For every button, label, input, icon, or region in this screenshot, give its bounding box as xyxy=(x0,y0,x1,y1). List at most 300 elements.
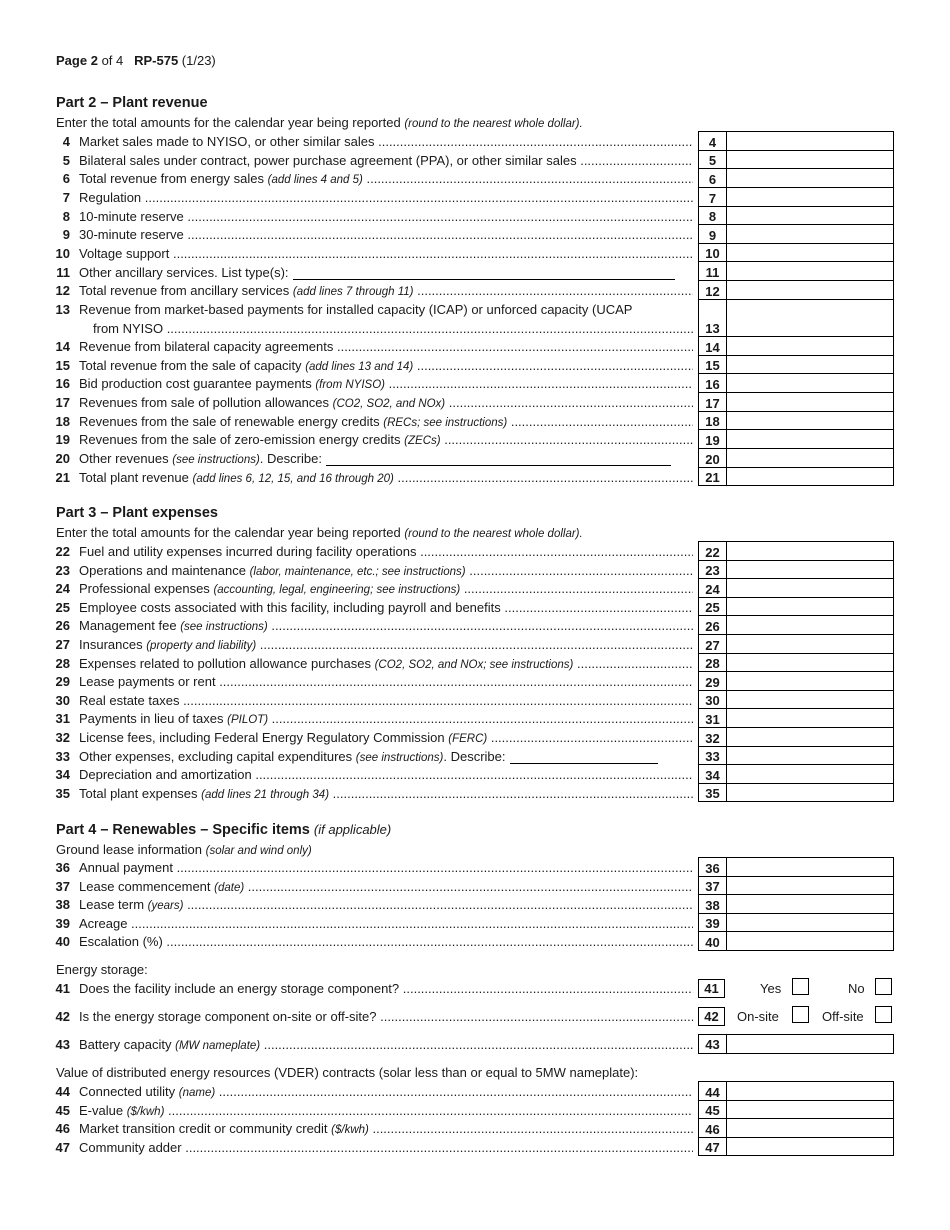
line-4-text: Market sales made to NYISO, or other similar sales xyxy=(79,134,375,149)
line-14-number: 14 xyxy=(55,339,70,355)
line-22-text: Fuel and utility expenses incurred during facility operations xyxy=(79,544,417,559)
line-21-note: (add lines 6, 12, 15, and 16 through 20) xyxy=(192,472,394,485)
line-46-box: 46 xyxy=(699,1119,727,1138)
page-header xyxy=(56,53,216,68)
line-5-amount-field[interactable] xyxy=(727,150,894,169)
line-38-text: Lease term xyxy=(79,897,145,913)
line-39-row xyxy=(699,913,894,932)
line-23-number: 23 xyxy=(55,562,70,578)
line-8-box: 8 xyxy=(699,206,727,225)
line-22-box: 22 xyxy=(699,542,727,561)
line-18-number: 18 xyxy=(55,413,70,429)
line-31-box: 31 xyxy=(699,709,727,728)
line-33-number: 33 xyxy=(55,748,70,764)
line-40-row xyxy=(699,932,894,951)
line-4-row xyxy=(699,132,894,151)
ground-lease-heading xyxy=(56,842,312,857)
line-40-box: 40 xyxy=(699,932,727,951)
line-47-text: Community adder xyxy=(79,1139,182,1155)
line-17-amount-field[interactable] xyxy=(727,392,894,411)
line-17-note: (CO2, SO2, and NOx) xyxy=(332,398,446,411)
line-29-amount-field[interactable] xyxy=(727,672,894,691)
line-26-description xyxy=(79,618,693,633)
line-12-description xyxy=(79,283,693,298)
line-7-number: 7 xyxy=(62,189,70,205)
line-11-type-field[interactable] xyxy=(293,266,675,280)
line-36-amount-field[interactable] xyxy=(727,858,894,877)
line-12-text: Total revenue from ancillary services xyxy=(79,283,290,299)
line-39-text: Acreage xyxy=(79,915,128,931)
line-22-row xyxy=(699,542,894,561)
line-28-text: Expenses related to pollution allowance purchases xyxy=(79,655,371,671)
line-23-amount-field[interactable] xyxy=(727,560,894,579)
line-35-number: 35 xyxy=(55,785,70,801)
line-21-text: Total plant revenue xyxy=(79,469,189,485)
line-45-note: ($/kwh) xyxy=(126,1105,165,1118)
yes-checkbox[interactable] xyxy=(792,978,809,995)
line-29-text: Lease payments or rent xyxy=(79,674,216,690)
line-33-describe-field[interactable] xyxy=(510,750,658,764)
line-8-number: 8 xyxy=(62,208,70,224)
vder-table xyxy=(698,1081,894,1156)
line-28-number: 28 xyxy=(55,655,70,671)
line-16-note: (from NYISO) xyxy=(315,379,385,392)
line-16-number: 16 xyxy=(55,376,70,392)
line-20-box: 20 xyxy=(699,448,727,467)
line-25-description xyxy=(79,600,693,615)
line-21-description xyxy=(79,470,693,485)
line-7-box: 7 xyxy=(699,187,727,206)
line-13-box: 13 xyxy=(699,299,727,336)
line-5-box: 5 xyxy=(699,150,727,169)
line-33-text: Other expenses, excluding capital expenditures xyxy=(79,748,353,764)
line-47-amount-field[interactable] xyxy=(727,1137,894,1156)
line-29-description xyxy=(79,674,693,689)
line-17-text: Revenues from sale of pollution allowances xyxy=(79,395,330,411)
line-10-box: 10 xyxy=(699,243,727,262)
line-16-text: Bid production cost guarantee payments xyxy=(79,376,312,392)
line-38-row xyxy=(699,895,894,914)
part2-instruction-note: (round to the nearest whole dollar). xyxy=(404,118,583,130)
part2-instruction xyxy=(56,115,583,130)
line-9-amount-field[interactable] xyxy=(727,225,894,244)
line-32-row xyxy=(699,727,894,746)
line-36-box: 36 xyxy=(699,858,727,877)
line-41-number: 41 xyxy=(55,981,70,996)
line-39-description xyxy=(79,916,693,931)
line-27-note: (property and liability) xyxy=(146,640,257,652)
line-19-row xyxy=(699,430,894,449)
line-28-box: 28 xyxy=(699,653,727,672)
line-38-note: (years) xyxy=(147,900,184,913)
line-20-number: 20 xyxy=(55,451,70,467)
line-31-number: 31 xyxy=(55,711,70,727)
line-19-description xyxy=(79,432,693,447)
line-26-number: 26 xyxy=(55,618,70,634)
line-26-amount-field[interactable] xyxy=(727,616,894,635)
line-13-text-cont: from NYISO ..... xyxy=(93,321,693,336)
line-33-amount-field[interactable] xyxy=(727,746,894,765)
line-40-text: Escalation (%) xyxy=(79,934,163,950)
line-41-description xyxy=(79,981,693,996)
part4-title xyxy=(56,822,391,838)
part3-title: Part 3 – Plant expenses xyxy=(56,505,218,521)
line-10-amount-field[interactable] xyxy=(727,243,894,262)
line-46-number: 46 xyxy=(55,1121,70,1137)
line-7-amount-field[interactable] xyxy=(727,187,894,206)
line-11-box: 11 xyxy=(699,262,727,281)
line-18-box: 18 xyxy=(699,411,727,430)
line-32-box: 32 xyxy=(699,727,727,746)
line-18-note: (RECs; see instructions) xyxy=(383,416,508,429)
line-21-amount-field[interactable] xyxy=(727,467,894,486)
line-11-number: 11 xyxy=(56,264,70,280)
line-36-row xyxy=(699,858,894,877)
line-20-text: Other revenues xyxy=(79,451,169,467)
page-number: 2 xyxy=(90,53,98,68)
line-43-box: 43 xyxy=(699,1035,727,1054)
vder-heading: Value of distributed energy resources (VDER) contracts (solar less than or equal to 5MW nameplate): xyxy=(56,1065,639,1080)
line-37-row xyxy=(699,876,894,895)
line-25-amount-field[interactable] xyxy=(727,597,894,616)
line-34-number: 34 xyxy=(55,767,70,783)
line-29-box: 29 xyxy=(699,672,727,691)
line-32-amount-field[interactable] xyxy=(727,727,894,746)
line-12-note: (add lines 7 through 11) xyxy=(292,286,414,299)
onsite-checkbox[interactable] xyxy=(792,1006,809,1023)
line-25-box: 25 xyxy=(699,597,727,616)
line-17-box: 17 xyxy=(699,392,727,411)
line-33-text-after: . Describe: xyxy=(443,748,506,764)
line-39-amount-field[interactable] xyxy=(727,913,894,932)
line-43-text: Battery capacity xyxy=(79,1037,172,1052)
offsite-checkbox[interactable] xyxy=(875,1006,892,1023)
line-20-amount-field[interactable] xyxy=(727,448,894,467)
line-47-description xyxy=(79,1140,693,1155)
line-34-text: Depreciation and amortization xyxy=(79,767,252,783)
line-12-amount-field[interactable] xyxy=(727,281,894,300)
part3-instruction-note: (round to the nearest whole dollar). xyxy=(404,528,583,540)
line-15-amount-field[interactable] xyxy=(727,355,894,374)
line-5-row xyxy=(699,150,894,169)
line-19-number: 19 xyxy=(55,432,70,448)
line-46-description xyxy=(79,1121,693,1136)
line-30-text: Real estate taxes xyxy=(79,692,180,708)
ground-lease-note: (solar and wind only) xyxy=(205,845,312,857)
line-21-row xyxy=(699,467,894,486)
line-19-amount-field[interactable] xyxy=(727,430,894,449)
line-20-text-after: . Describe: xyxy=(259,451,322,467)
line-16-amount-field[interactable] xyxy=(727,374,894,393)
line-36-text: Annual payment xyxy=(79,860,173,875)
line-22-number: 22 xyxy=(55,544,70,559)
line-15-note: (add lines 13 and 14) xyxy=(305,360,414,373)
line-21-number: 21 xyxy=(55,469,70,485)
line-38-amount-field[interactable] xyxy=(727,895,894,914)
line-36-number: 36 xyxy=(55,860,70,875)
line-43-table xyxy=(698,1034,894,1054)
line-45-description xyxy=(79,1103,693,1118)
line-4-box: 4 xyxy=(699,132,727,151)
line-37-number: 37 xyxy=(55,878,70,894)
line-38-description xyxy=(79,897,693,912)
line-29-number: 29 xyxy=(55,674,70,690)
ground-lease-heading-text: Ground lease information xyxy=(56,842,202,857)
line-44-row xyxy=(699,1082,894,1101)
line-45-row xyxy=(699,1100,894,1119)
line-35-note: (add lines 21 through 34) xyxy=(201,788,330,801)
line-41-box: 41 xyxy=(698,979,725,998)
line-23-row xyxy=(699,560,894,579)
line-42-box: 42 xyxy=(698,1007,725,1026)
page-total: of 4 xyxy=(101,53,124,68)
part4-title-text: Part 4 – Renewables – Specific items xyxy=(56,822,310,838)
form-id: RP-575 xyxy=(134,53,179,68)
line-44-amount-field[interactable] xyxy=(727,1082,894,1101)
line-7-row xyxy=(699,187,894,206)
line-37-amount-field[interactable] xyxy=(727,876,894,895)
offsite-label: Off-site xyxy=(822,1009,864,1024)
line-44-text: Connected utility xyxy=(79,1084,176,1099)
line-14-description xyxy=(79,339,693,354)
line-25-row xyxy=(699,597,894,616)
line-23-note: (labor, maintenance, etc.; see instructions) xyxy=(249,565,466,578)
line-16-box: 16 xyxy=(699,374,727,393)
line-18-description xyxy=(79,414,693,429)
line-6-note: (add lines 4 and 5) xyxy=(267,174,363,187)
line-23-description xyxy=(79,563,693,578)
line-11-text: Other ancillary services. List type(s): xyxy=(79,264,289,280)
line-16-row xyxy=(699,374,894,393)
part4-title-note: (if applicable) xyxy=(313,822,392,837)
onsite-label: On-site xyxy=(737,1009,779,1024)
line-37-note: (date) xyxy=(214,881,245,894)
line-24-number: 24 xyxy=(55,581,70,597)
line-15-number: 15 xyxy=(55,357,70,373)
line-9-row xyxy=(699,225,894,244)
line-21-box: 21 xyxy=(699,467,727,486)
part2-amount-table xyxy=(698,131,894,486)
part2-instruction-text: Enter the total amounts for the calendar year being reported xyxy=(56,115,401,130)
line-20-describe-field[interactable] xyxy=(326,452,671,466)
line-38-box: 38 xyxy=(699,895,727,914)
line-4-amount-field[interactable] xyxy=(727,132,894,151)
line-43-note: (MW nameplate) xyxy=(175,1040,261,1052)
line-24-text: Professional expenses xyxy=(79,581,210,597)
line-27-description xyxy=(79,637,693,652)
line-19-text: Revenues from the sale of zero-emission energy credits xyxy=(79,432,401,448)
line-35-box: 35 xyxy=(699,783,727,802)
line-45-amount-field[interactable] xyxy=(727,1100,894,1119)
line-14-text: Revenue from bilateral capacity agreements xyxy=(79,339,334,355)
line-27-row xyxy=(699,634,894,653)
line-23-text: Operations and maintenance xyxy=(79,562,246,578)
line-17-description xyxy=(79,395,693,410)
line-8-text: 10-minute reserve xyxy=(79,208,184,224)
line-35-amount-field[interactable] xyxy=(727,783,894,802)
line-45-number: 45 xyxy=(55,1102,70,1118)
line-27-box: 27 xyxy=(699,634,727,653)
line-44-number: 44 xyxy=(55,1084,70,1099)
line-40-number: 40 xyxy=(55,934,70,950)
line-10-description xyxy=(79,246,693,261)
line-5-number: 5 xyxy=(62,152,70,168)
line-25-number: 25 xyxy=(55,599,70,615)
no-label: No xyxy=(848,981,865,996)
line-15-row xyxy=(699,355,894,374)
line-20-row xyxy=(699,448,894,467)
line-15-description xyxy=(79,358,693,373)
line-20-note: (see instructions) xyxy=(172,454,260,467)
line-11-row xyxy=(699,262,894,281)
line-34-row xyxy=(699,765,894,784)
line-9-description xyxy=(79,227,693,242)
line-30-amount-field[interactable] xyxy=(727,690,894,709)
line-32-text: License fees, including Federal Energy Regulatory Commission xyxy=(79,730,445,745)
line-12-box: 12 xyxy=(699,281,727,300)
line-19-box: 19 xyxy=(699,430,727,449)
line-6-text: Total revenue from energy sales xyxy=(79,171,264,187)
line-32-description xyxy=(79,730,693,745)
line-24-box: 24 xyxy=(699,579,727,598)
line-27-number: 27 xyxy=(55,637,70,652)
line-28-amount-field[interactable] xyxy=(727,653,894,672)
line-35-text: Total plant expenses xyxy=(79,785,198,801)
line-31-row xyxy=(699,709,894,728)
line-28-row xyxy=(699,653,894,672)
line-36-description xyxy=(79,860,693,875)
line-34-description xyxy=(79,767,693,782)
line-30-number: 30 xyxy=(55,692,70,708)
yes-label: Yes xyxy=(760,981,782,996)
line-10-text: Voltage support xyxy=(79,245,170,261)
line-39-number: 39 xyxy=(55,915,70,931)
line-26-box: 26 xyxy=(699,616,727,635)
line-31-text: Payments in lieu of taxes xyxy=(79,711,224,727)
no-checkbox[interactable] xyxy=(875,978,892,995)
line-30-row xyxy=(699,690,894,709)
line-42-number: 42 xyxy=(55,1009,70,1024)
line-12-number: 12 xyxy=(55,283,70,299)
line-17-number: 17 xyxy=(55,395,70,411)
line-35-description xyxy=(79,786,693,801)
line-27-text: Insurances xyxy=(79,637,143,652)
line-37-text: Lease commencement xyxy=(79,878,211,894)
line-37-description xyxy=(79,879,693,894)
line-46-row xyxy=(699,1119,894,1138)
line-8-amount-field[interactable] xyxy=(727,206,894,225)
line-13-amount-field[interactable] xyxy=(727,299,894,336)
line-9-box: 9 xyxy=(699,225,727,244)
line-32-number: 32 xyxy=(55,730,70,745)
line-13-description-cont xyxy=(93,321,693,336)
line-23-box: 23 xyxy=(699,560,727,579)
line-28-description xyxy=(79,656,693,671)
line-31-amount-field[interactable] xyxy=(727,709,894,728)
line-45-text: E-value xyxy=(79,1102,124,1118)
line-47-box: 47 xyxy=(699,1137,727,1156)
line-17-row xyxy=(699,392,894,411)
line-14-box: 14 xyxy=(699,337,727,356)
line-6-box: 6 xyxy=(699,169,727,188)
line-22-description xyxy=(79,544,693,559)
line-29-row xyxy=(699,672,894,691)
part3-instruction xyxy=(56,525,583,540)
line-18-text: Revenues from the sale of renewable energy credits xyxy=(79,413,380,429)
line-26-note: (see instructions) xyxy=(180,621,268,634)
line-24-description xyxy=(79,581,693,596)
line-43-field[interactable] xyxy=(727,1035,894,1054)
line-31-description xyxy=(79,711,693,726)
page-label: Page xyxy=(56,53,88,68)
line-13-description xyxy=(79,302,693,317)
line-46-text: Market transition credit or community credit xyxy=(79,1121,328,1137)
line-42-description xyxy=(79,1009,693,1024)
line-19-note: (ZECs) xyxy=(404,435,441,448)
part3-amount-table xyxy=(698,541,894,802)
line-9-text: 30-minute reserve xyxy=(79,227,184,243)
line-15-box: 15 xyxy=(699,355,727,374)
line-27-amount-field[interactable] xyxy=(727,634,894,653)
line-40-description xyxy=(79,934,693,949)
line-11-amount-field[interactable] xyxy=(727,262,894,281)
line-44-description xyxy=(79,1084,693,1099)
line-33-description xyxy=(79,749,693,764)
line-39-box: 39 xyxy=(699,913,727,932)
line-30-box: 30 xyxy=(699,690,727,709)
line-8-description xyxy=(79,209,693,224)
line-46-amount-field[interactable] xyxy=(727,1119,894,1138)
part2-title: Part 2 – Plant revenue xyxy=(56,95,208,111)
line-22-amount-field[interactable] xyxy=(727,542,894,561)
line-15-text: Total revenue from the sale of capacity xyxy=(79,357,302,373)
line-6-amount-field[interactable] xyxy=(727,169,894,188)
line-16-description xyxy=(79,376,693,391)
line-42-text: Is the energy storage component on-site or off-site? ..... xyxy=(79,1009,693,1024)
line-26-row xyxy=(699,616,894,635)
line-11-description xyxy=(79,265,693,280)
line-6-number: 6 xyxy=(62,171,70,187)
line-43-description xyxy=(79,1037,693,1052)
line-24-row xyxy=(699,579,894,598)
line-7-text: Regulation xyxy=(79,189,142,205)
line-37-box: 37 xyxy=(699,876,727,895)
line-5-description xyxy=(79,153,693,168)
energy-storage-heading: Energy storage: xyxy=(56,962,148,977)
line-8-row xyxy=(699,206,894,225)
line-4-description xyxy=(79,134,693,149)
line-13-number: 13 xyxy=(55,301,70,317)
line-38-number: 38 xyxy=(55,897,70,913)
line-40-amount-field[interactable] xyxy=(727,932,894,951)
line-33-row xyxy=(699,746,894,765)
line-5-text: Bilateral sales under contract, power purchase agreement (PPA), or other similar sales xyxy=(79,152,577,168)
line-26-text: Management fee xyxy=(79,618,177,634)
line-12-row xyxy=(699,281,894,300)
line-4-number: 4 xyxy=(62,134,70,149)
line-28-note: (CO2, SO2, and NOx; see instructions) xyxy=(374,658,574,671)
line-24-amount-field[interactable] xyxy=(727,579,894,598)
line-10-row xyxy=(699,243,894,262)
line-14-amount-field[interactable] xyxy=(727,337,894,356)
line-34-amount-field[interactable] xyxy=(727,765,894,784)
line-18-amount-field[interactable] xyxy=(727,411,894,430)
line-44-box: 44 xyxy=(699,1082,727,1101)
line-7-description xyxy=(79,190,693,205)
line-34-box: 34 xyxy=(699,765,727,784)
part3-instruction-text: Enter the total amounts for the calendar year being reported xyxy=(56,525,401,540)
line-13-row xyxy=(699,299,894,336)
